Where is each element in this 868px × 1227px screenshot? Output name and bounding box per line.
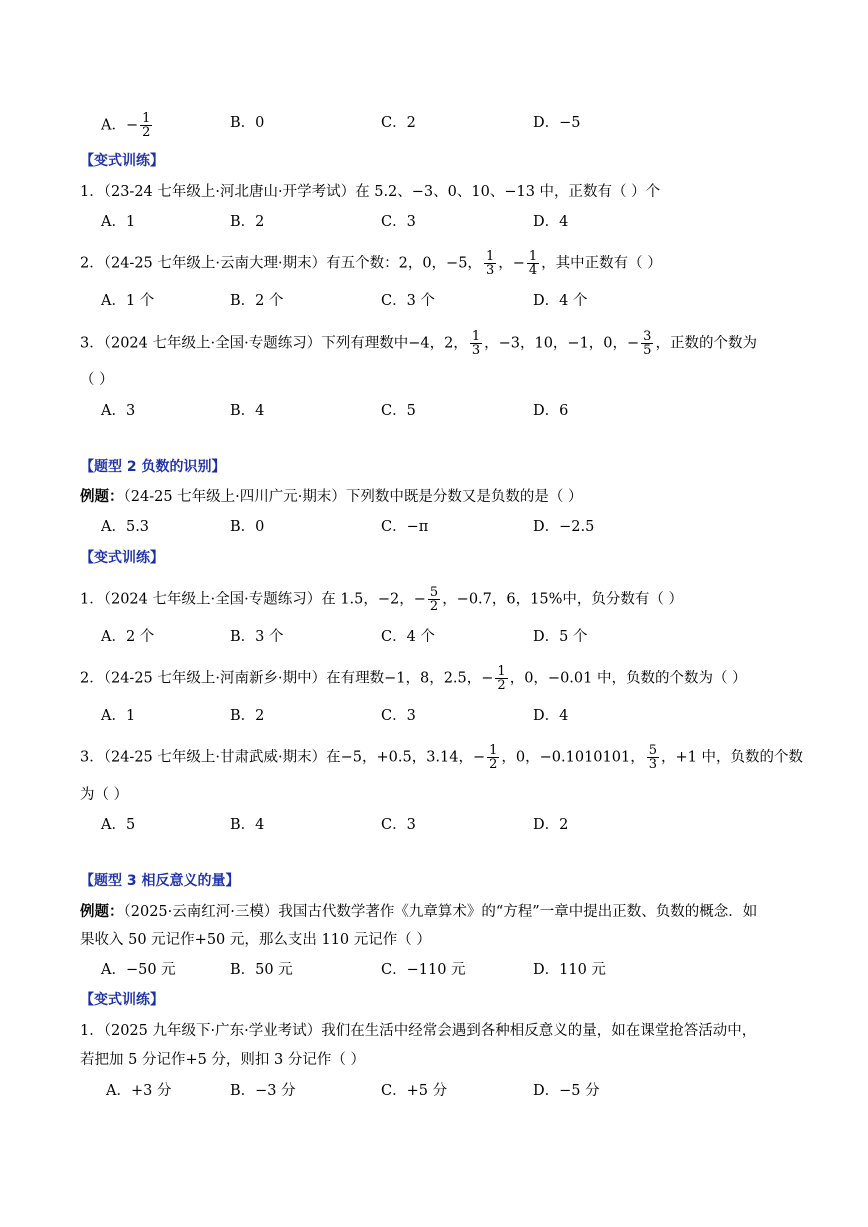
fraction: $\frac{1}{3}$ [471,329,481,358]
option-d: D．4 [533,214,569,230]
option-c: C．−110 元 [381,962,466,978]
question-3: 3．（2024 七年级上·全国·专题练习）下列有理数中−4，2， $\frac{1}{3}$ ，−3，10，−1，0，− $\frac{3}{5}$ ，正数的个数为 [80,329,757,358]
variant-heading: 【变式训练】 [80,153,164,169]
option-a: A．−50 元 [101,962,176,978]
option-a: A．+3 分 [106,1083,172,1099]
option-d: D．2 [533,817,569,833]
variant-heading: 【变式训练】 [80,992,164,1008]
option-a: A．1 [101,214,136,230]
option-c: C．3 [381,708,416,724]
option-a: A．− $\frac{1}{2}$ [101,111,151,140]
fraction: $\frac{1}{4}$ [528,249,538,278]
section-heading-type3: 【题型 3 相反意义的量】 [80,873,240,889]
option-c: C．+5 分 [381,1083,448,1099]
fraction: $\frac{5}{3}$ [648,743,657,772]
option-b: B．0 [230,519,265,535]
option-b: B．0 [230,115,265,131]
option-c: C．2 [381,115,416,131]
question-1: 1．（2024 七年级上·全国·专题练习）在 1.5，−2，− $\frac{5}{2}$ ，−0.7，6，15%中，负分数有（ ） [80,585,683,614]
example-type3: 例题：（2025·云南红河·三模）我国古代数学著作《九章算术》的“方程”一章中提出正数、负数的概念．如 [80,904,758,920]
question-2: 2．（24-25 七年级上·云南大理·期末）有五个数：2，0，−5， $\frac{1}{3}$ ，− $\frac{1}{4}$ ，其中正数有（ ） [80,249,662,278]
fraction: $\frac{1}{2}$ [489,743,498,772]
option-a: A．1 [101,708,136,724]
option-d: D．5 个 [533,629,588,645]
option-c: C．3 [381,817,416,833]
option-c: C．3 [381,214,416,230]
option-d: D．4 [533,708,569,724]
option-d: D．−5 分 [533,1083,600,1099]
option-c: C．4 个 [381,629,435,645]
question-2: 2．（24-25 七年级上·河南新乡·期中）在有理数−1，8，2.5，− $\frac{1}{2}$ ，0，−0.01 中，负数的个数为（ ） [80,664,747,693]
fraction: $\frac{1}{2}$ [142,111,151,140]
option-b: B．2 [230,214,265,230]
question-3: 3．（24-25 七年级上·甘肃武威·期末）在−5，+0.5，3.14，− $\frac{1}{2}$ ，0，−0.1010101， $\frac{5}{3}$ ，+1 中，负数的个数 [80,743,803,772]
fraction: $\frac{1}{3}$ [485,249,495,278]
example-type3-line2: 果收入 50 元记作+50 元，那么支出 110 元记作（ ） [80,932,431,948]
option-a: A．5 [101,817,136,833]
option-b: B．2 [230,708,265,724]
example-type2: 例题：（24-25 七年级上·四川广元·期末）下列数中既是分数又是负数的是（ ） [80,489,583,505]
option-b: B．−3 分 [230,1083,296,1099]
option-c: C．3 个 [381,293,435,309]
option-a: A．5.3 [101,519,150,535]
question-3-bracket: 为（ ） [80,787,129,803]
option-c: C．5 [381,403,416,419]
option-b: B．3 个 [230,629,284,645]
question-1-line2: 若把加 5 分记作+5 分，则扣 3 分记作（ ） [80,1052,365,1068]
option-a: A．2 个 [101,629,155,645]
fraction: $\frac{3}{5}$ [643,329,652,358]
fraction: $\frac{5}{2}$ [429,585,439,614]
option-c: C．−π [381,519,429,535]
option-b: B．2 个 [230,293,284,309]
variant-heading: 【变式训练】 [80,550,164,566]
option-d: D．6 [533,403,569,419]
option-d: D．−2.5 [533,519,595,535]
fraction: $\frac{1}{2}$ [497,664,506,693]
option-a: A．3 [101,403,136,419]
question-3-bracket: （ ） [80,372,114,388]
option-d: D．−5 [533,115,581,131]
option-d: D．4 个 [533,293,588,309]
question-1: 1．（2025 九年级下·广东·学业考试）我们在生活中经常会遇到各种相反意义的量，如在课堂抢答活动中， [80,1023,757,1039]
option-b: B．4 [230,817,265,833]
option-b: B．4 [230,403,265,419]
section-heading-type2: 【题型 2 负数的识别】 [80,459,226,475]
question-1: 1．（23-24 七年级上·河北唐山·开学考试）在 5.2、−3、0、10、−13 中，正数有（ ）个 [80,184,661,200]
option-d: D．110 元 [533,962,606,978]
option-a: A．1 个 [101,293,155,309]
option-b: B．50 元 [230,962,293,978]
